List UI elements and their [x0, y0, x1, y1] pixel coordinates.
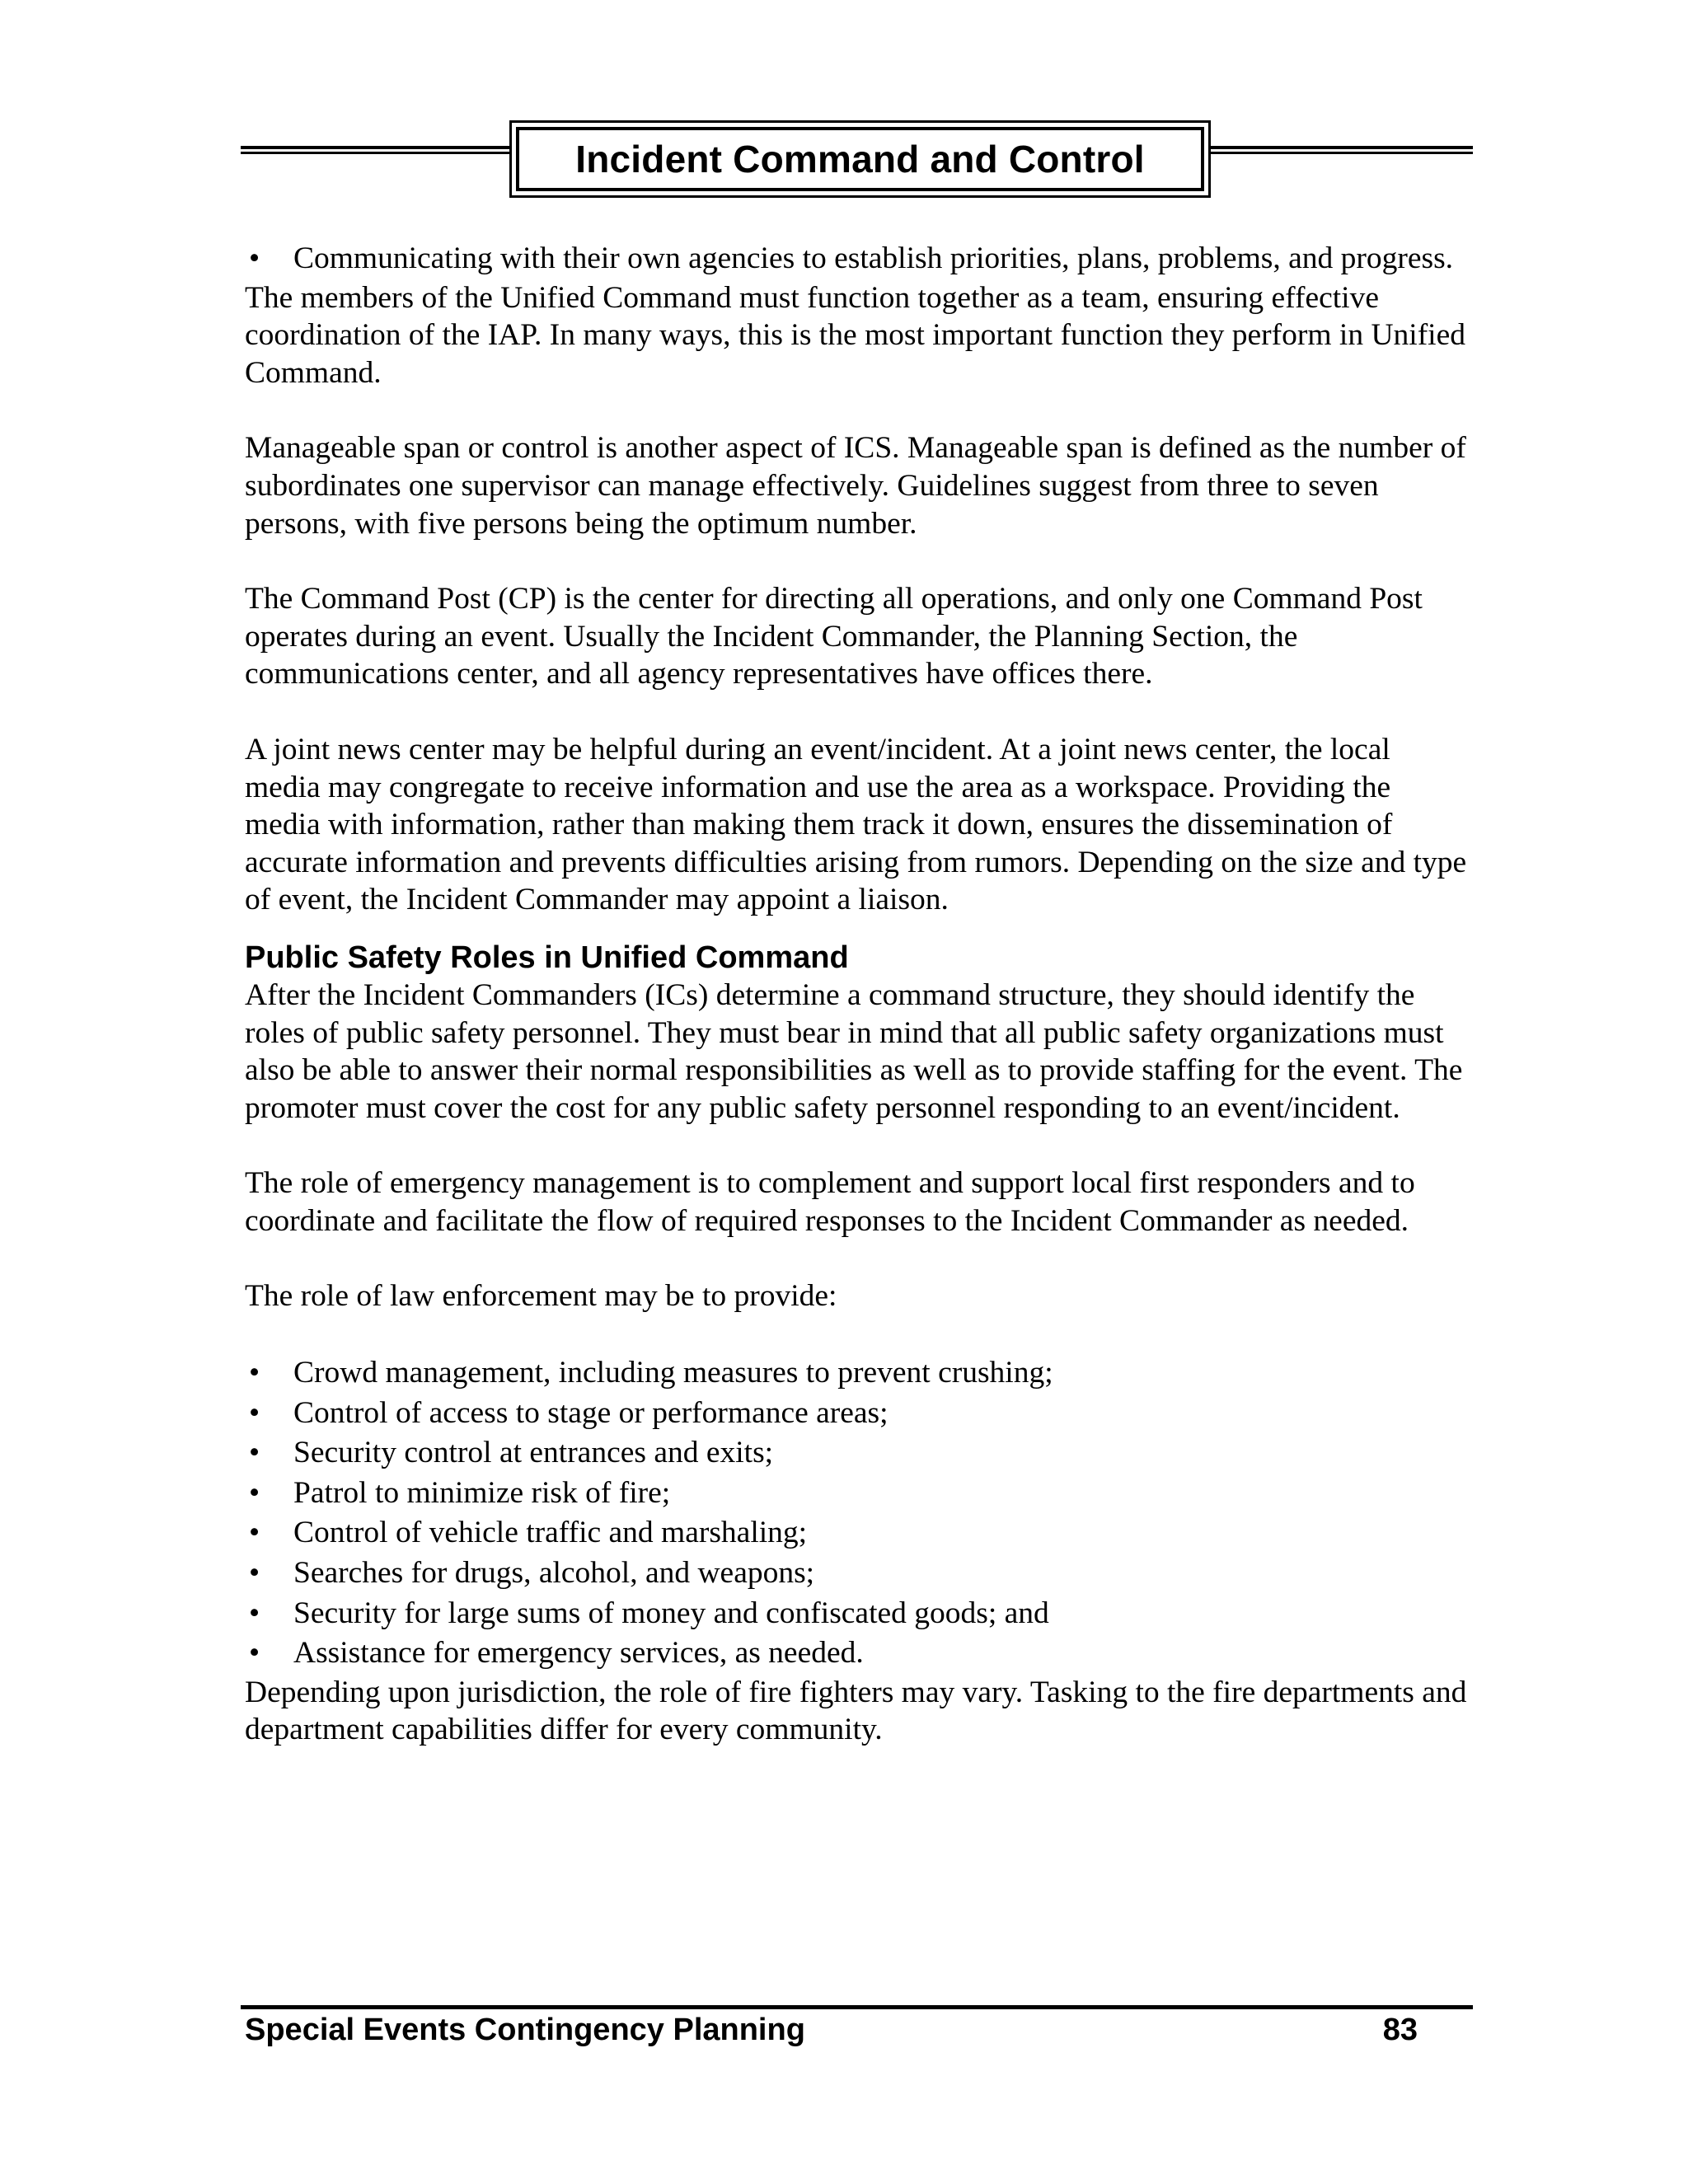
header-title-box: [509, 120, 1211, 198]
paragraph-law-enforcement-intro: The role of law enforcement may be to provide:: [245, 1279, 837, 1314]
page-body: [245, 239, 1473, 1749]
header-rule-right: [1211, 146, 1473, 154]
list-item-text: Security for large sums of money and confiscated goods; and: [293, 1596, 1049, 1630]
list-item-text: Communicating with their own agencies to establish priorities, plans, problems, and progress.: [293, 241, 1454, 275]
list-item-text: Assistance for emergency services, as needed.: [293, 1636, 864, 1671]
bullet-glyph: •: [249, 1556, 260, 1591]
list-item-text: Patrol to minimize risk of fire;: [293, 1475, 671, 1510]
footer-document-title: Special Events Contingency Planning: [245, 2013, 805, 2047]
bullet-glyph: •: [249, 1636, 260, 1671]
list-item-text: Security control at entrances and exits;: [293, 1436, 774, 1470]
paragraph-fire-fighters: Depending upon jurisdiction, the role of fire fighters may vary. Tasking to the fire departments and department capabilities differ for every community.: [245, 1675, 1467, 1747]
list-item: [245, 1353, 1473, 1394]
list-item: [245, 1554, 1473, 1594]
bullet-glyph: •: [249, 1356, 260, 1390]
page-footer: [241, 2005, 1473, 2048]
chapter-title: Incident Command and Control: [575, 138, 1145, 180]
paragraph-command-post: The Command Post (CP) is the center for directing all operations, and only one Command Post operates during an event. Usually the Incident Commander, the Planning Section, the communications center, and all agency representatives have offices there.: [245, 582, 1423, 691]
law-enforcement-roles-list: [245, 1353, 1473, 1674]
page-header: [241, 120, 1473, 198]
page-number: 83: [1382, 2013, 1418, 2047]
paragraph-manageable-span: Manageable span or control is another aspect of ICS. Manageable span is defined as the number of subordinates one supervisor can manage effectively. Guidelines suggest from three to seven persons, with five persons being the optimum number.: [245, 431, 1466, 541]
list-item: [245, 1433, 1473, 1474]
list-item-text: Crowd management, including measures to prevent crushing;: [293, 1356, 1053, 1390]
paragraph-joint-news-center: A joint news center may be helpful during an event/incident. At a joint news center, the local media may congregate to receive information and use the area as a workspace. Providing the media with information, rather than making them track it down, ensures the dissemination of accurate information and prevents difficulties arising from rumors. Depending on the size and type of event, the Incident Commander may appoint a liaison.: [245, 732, 1467, 917]
bullet-glyph: •: [249, 241, 260, 275]
header-rule-left: [241, 146, 509, 154]
list-item-text: Control of vehicle traffic and marshaling;: [293, 1516, 808, 1550]
paragraph-public-safety-roles: After the Incident Commanders (ICs) determine a command structure, they should identify the roles of public safety personnel. They must bear in mind that all public safety organizations must also be able to answer their normal responsibilities as well as to provide staffing for the event. The promoter must cover the cost for any public safety personnel responding to an event/incident.: [245, 977, 1463, 1125]
list-item: [245, 1633, 1473, 1674]
list-item: [245, 1513, 1473, 1554]
paragraph-unified-command-team: The members of the Unified Command must function together as a team, ensuring effective coordination of the IAP. In many ways, this is the most important function they perform in Unified Command.: [245, 280, 1465, 390]
list-item-text: Searches for drugs, alcohol, and weapons;: [293, 1556, 815, 1591]
intro-bullet-list: [245, 239, 1473, 279]
bullet-glyph: •: [249, 1596, 260, 1630]
list-item: [245, 1474, 1473, 1514]
list-item: [245, 1594, 1473, 1634]
footer-row: [241, 2009, 1473, 2048]
bullet-glyph: •: [249, 1395, 260, 1430]
list-item-text: Control of access to stage or performance areas;: [293, 1395, 889, 1430]
list-item: [245, 239, 1473, 279]
bullet-glyph: •: [249, 1436, 260, 1470]
section-heading: Public Safety Roles in Unified Command: [245, 940, 849, 975]
bullet-glyph: •: [249, 1475, 260, 1510]
paragraph-emergency-management: The role of emergency management is to complement and support local first responders and to coordinate and facilitate the flow of required responses to the Incident Commander as needed.: [245, 1166, 1415, 1238]
header-title-box-inner: [516, 127, 1204, 191]
list-item: [245, 1394, 1473, 1434]
bullet-glyph: •: [249, 1516, 260, 1550]
